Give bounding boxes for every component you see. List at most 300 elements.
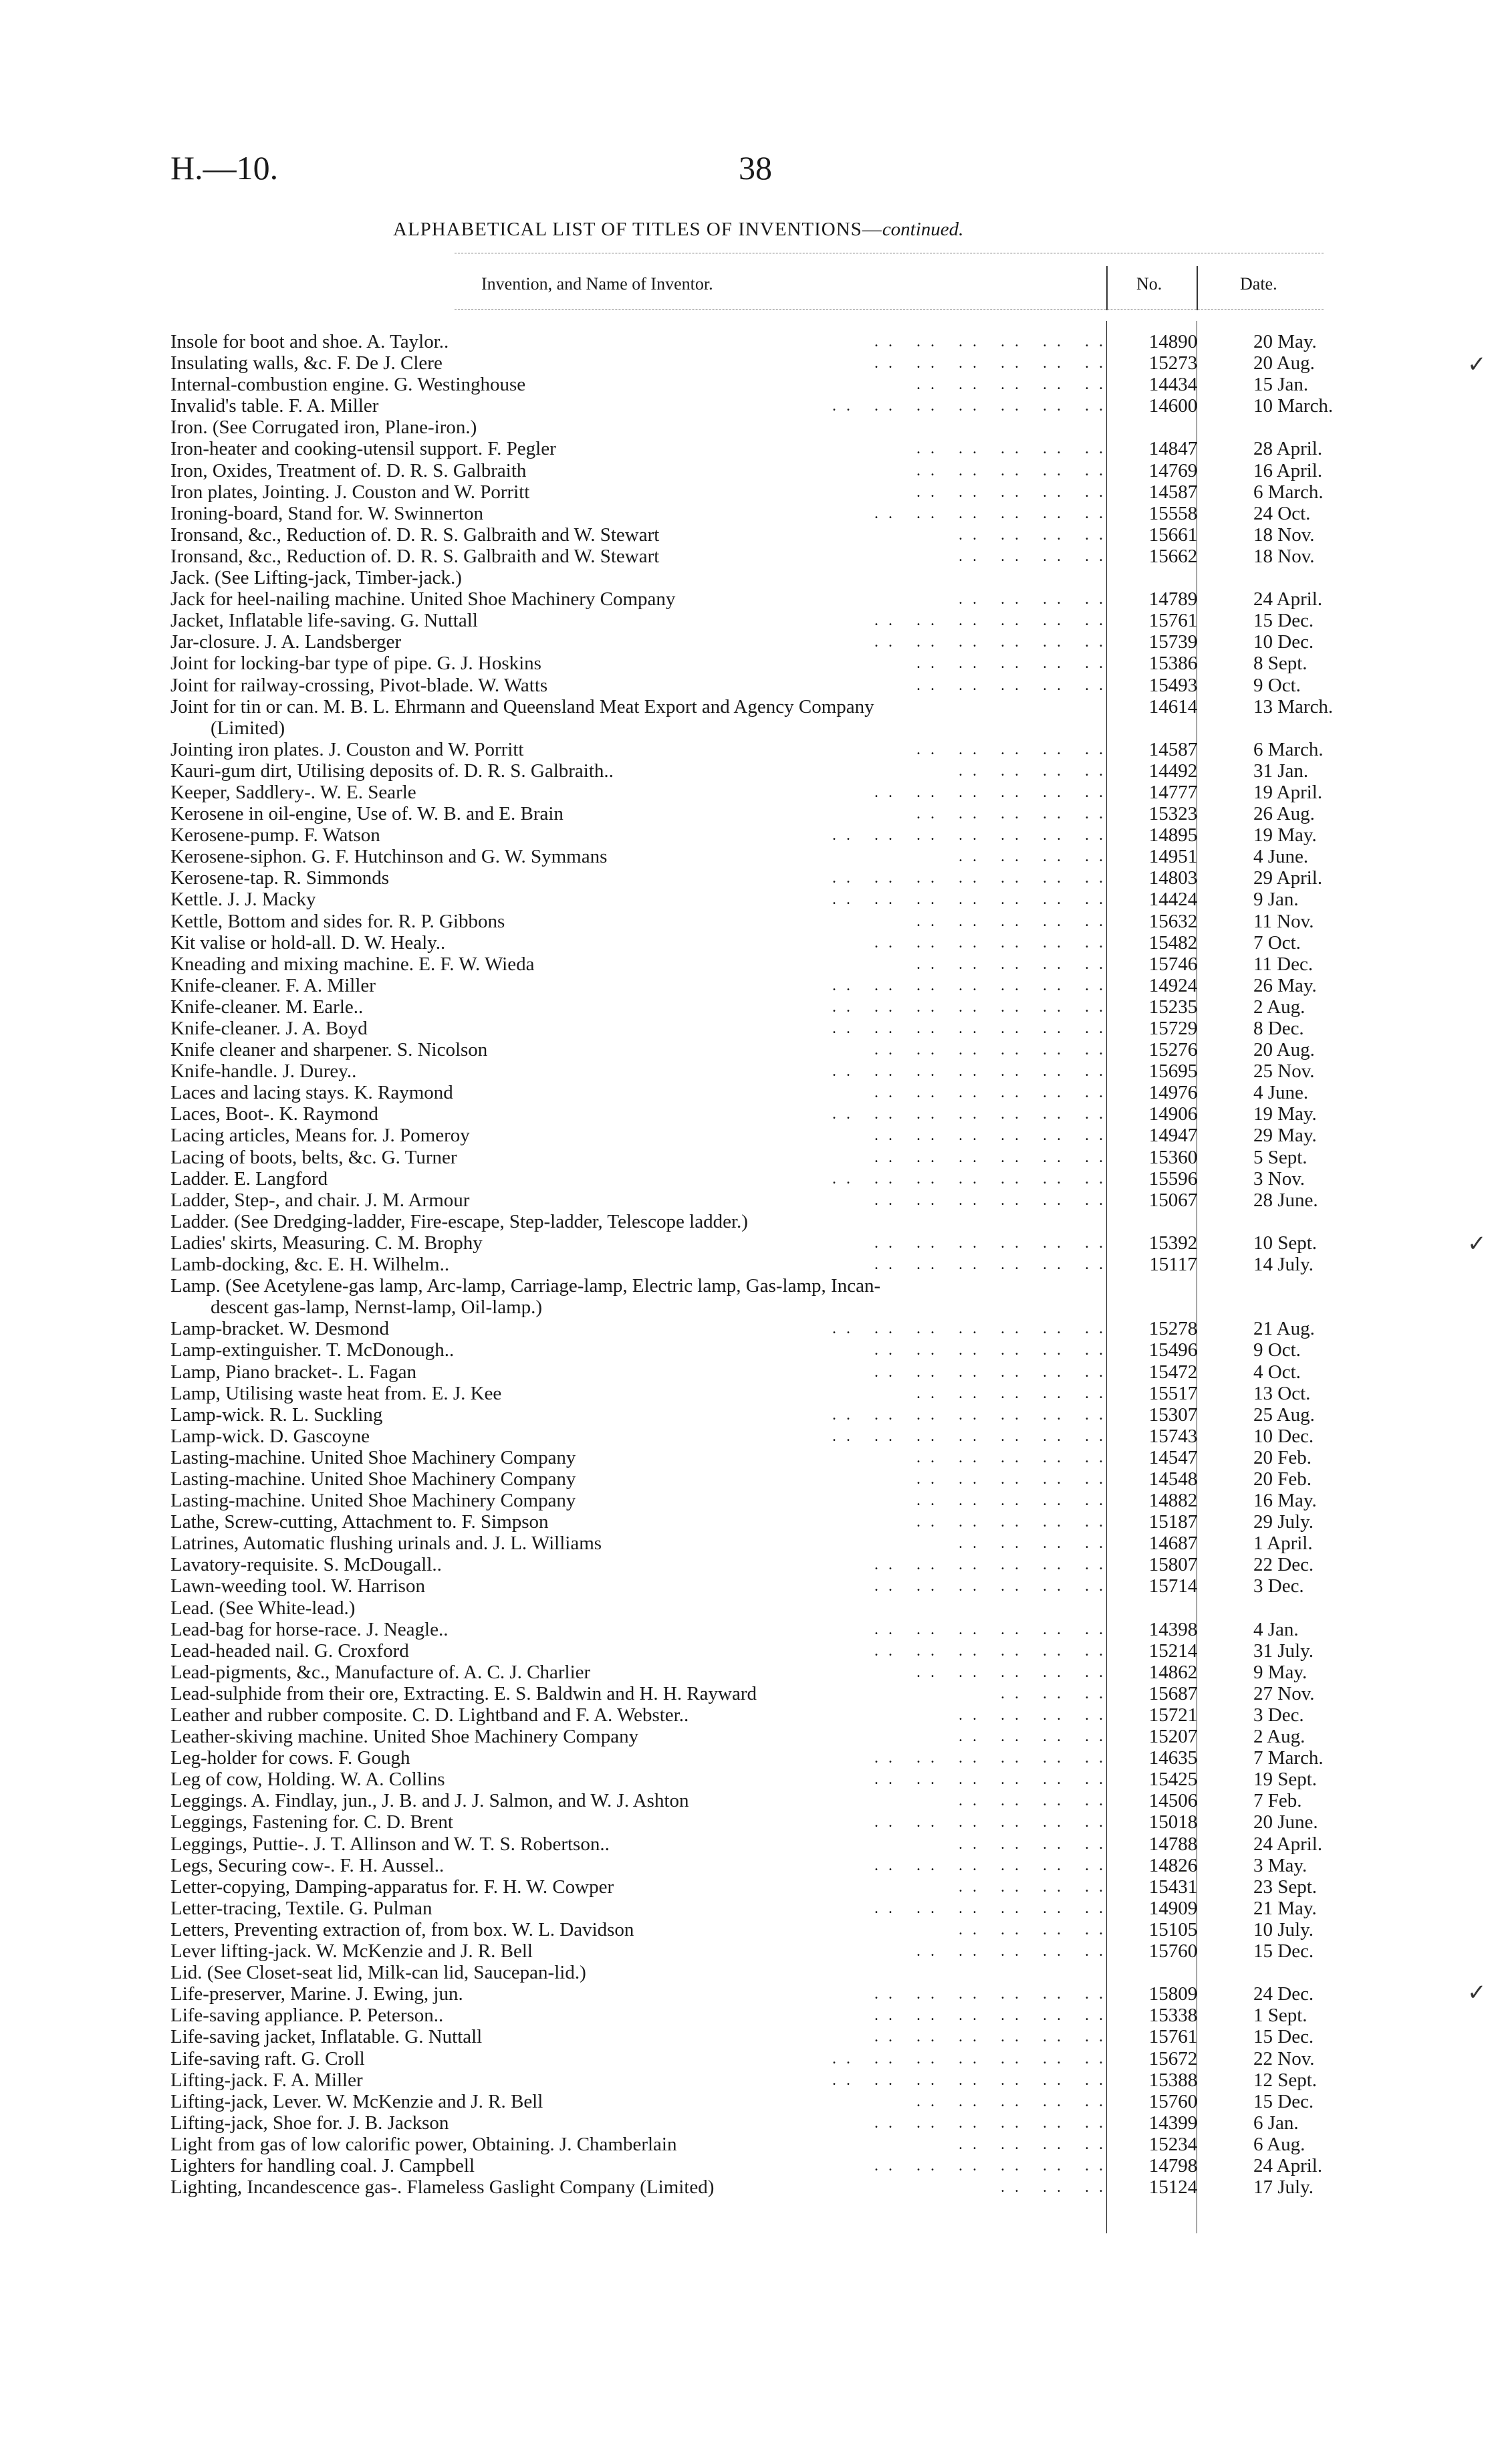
leader-dots: .. .. .. .. .. [916,1513,1113,1531]
list-item [170,1190,1334,1211]
list-item [170,1297,1334,1318]
patent-date: 10 Sept. [1253,1232,1318,1254]
list-item [170,739,1334,760]
leader-dots: .. .. .. .. .. .. .. [832,2071,1113,2089]
leader-dots: .. .. .. .. .. .. [874,1148,1113,1166]
leader-dots: .. .. .. .. .. .. [874,504,1113,522]
invention-title: Ladder. E. Langford [170,1167,328,1190]
leader-dots: .. .. .. .. .. .. [874,612,1113,630]
list-item [170,1490,1334,1511]
invention-title: Lasting-machine. United Shoe Machinery Company [170,1490,576,1512]
invention-title: Lamp-bracket. W. Desmond [170,1318,389,1340]
invention-title: Lasting-machine. United Shoe Machinery Company [170,1468,576,1490]
invention-title: Letters, Preventing extraction of, from box. W. L. Davidson [170,1918,634,1940]
patent-date: 19 Sept. [1253,1769,1318,1791]
invention-title: Kerosene-pump. F. Watson [170,824,380,847]
patent-number: 15517 [1148,1382,1198,1404]
patent-date: 6 Jan. [1253,2112,1299,2134]
column-divider [1197,266,1198,310]
list-item [170,2134,1334,2155]
patent-date: 24 April. [1253,2154,1323,2176]
leader-dots: .. .. .. .. .. .. .. [832,1320,1113,1338]
list-item [170,588,1334,610]
list-item [170,1983,1334,2005]
patent-date: 22 Dec. [1253,1554,1314,1576]
invention-title: Kauri-gum dirt, Utilising deposits of. D. R. S. Galbraith.. [170,760,614,782]
patent-number: 14506 [1148,1790,1198,1812]
invention-title: Lamp, Piano bracket-. L. Fagan [170,1361,417,1383]
patent-date: 24 Dec. [1253,1983,1314,2005]
invention-title: Lathe, Screw-cutting, Attachment to. F. Simpson [170,1511,549,1533]
list-item [170,1361,1334,1383]
invention-title: Knife-cleaner. M. Earle.. [170,996,364,1018]
title-continued: continued. [882,219,964,240]
page-title [393,219,963,241]
patent-date: 10 March. [1253,395,1334,417]
list-item [170,1683,1334,1704]
invention-title: Iron. (See Corrugated iron, Plane-iron.) [170,417,477,439]
leader-dots: .. .. .. .. .. .. .. [832,1105,1113,1123]
leader-dots: .. .. .. .. [959,848,1113,866]
leader-dots: .. .. .. .. .. .. [874,1256,1113,1274]
leader-dots: .. .. .. .. .. .. .. [832,826,1113,845]
invention-title: Lever lifting-jack. W. McKenzie and J. R. Bell [170,1940,533,1963]
leader-dots: .. .. .. .. .. .. [874,2114,1113,2132]
document-code: H.—10. [170,149,279,187]
invention-title: Joint for tin or can. M. B. L. Ehrmann and Queensland Meat Export and Agency Company [170,695,874,717]
leader-dots: .. .. .. .. .. .. [874,2156,1113,2174]
patent-number: 14862 [1148,1661,1198,1683]
list-item [170,417,1334,438]
patent-date: 4 Oct. [1253,1361,1301,1383]
list-item [170,1790,1334,1811]
patent-date: 14 July. [1253,1254,1314,1276]
list-item [170,1619,1334,1640]
leader-dots: .. .. .. .. [959,1878,1113,1896]
column-header-invention: Invention, and Name of Inventor. [481,274,713,294]
leader-dots: .. .. .. .. .. .. .. [832,1062,1113,1081]
patent-number: 14909 [1148,1897,1198,1919]
patent-date: 29 May. [1253,1125,1317,1147]
invention-title: Lid. (See Closet-seat lid, Milk-can lid, Saucepan-lid.) [170,1962,586,1984]
patent-number: 15661 [1148,524,1198,546]
leader-dots: .. .. .. .. .. [916,1384,1113,1402]
invention-title: Kneading and mixing machine. E. F. W. Wieda [170,953,535,975]
list-item [170,1597,1334,1619]
margin-mark: ✓ [1467,1232,1487,1256]
invention-title: Lawn-weeding tool. W. Harrison [170,1575,425,1597]
list-item [170,2176,1334,2198]
patent-number: 14882 [1148,1490,1198,1512]
patent-date: 26 May. [1253,974,1317,996]
list-item [170,954,1334,975]
list-item [170,524,1334,546]
invention-title: Iron plates, Jointing. J. Couston and W. Porritt [170,481,530,503]
patent-date: 9 Oct. [1253,1339,1301,1361]
list-item [170,1769,1334,1790]
list-item [170,2005,1334,2026]
patent-number: 14951 [1148,846,1198,868]
invention-title: Lead-sulphide from their ore, Extracting. E. S. Baldwin and H. H. Rayward [170,1682,757,1704]
patent-number: 15558 [1148,502,1198,524]
patent-date: 27 Nov. [1253,1682,1315,1704]
patent-number: 14587 [1148,738,1198,760]
patent-date: 19 April. [1253,781,1323,803]
patent-number: 15695 [1148,1060,1198,1083]
patent-number: 14803 [1148,867,1198,889]
invention-title: Kerosene-siphon. G. F. Hutchinson and G. W. Symmans [170,846,608,868]
leader-dots: .. .. .. .. .. [916,2092,1113,2110]
invention-title: Lamb-docking, &c. E. H. Wilhelm.. [170,1254,450,1276]
list-item [170,1103,1334,1125]
leader-dots: .. .. .. [1001,1684,1113,1702]
invention-title: Ladder, Step-, and chair. J. M. Armour [170,1189,470,1211]
patent-date: 19 May. [1253,1103,1317,1125]
list-item [170,717,1334,739]
list-item [170,760,1334,782]
list-item [170,911,1334,932]
patent-number: 15392 [1148,1232,1198,1254]
patent-number: 14399 [1148,2112,1198,2134]
patent-number: 15746 [1148,953,1198,975]
list-item [170,932,1334,954]
patent-date: 13 March. [1253,695,1334,717]
list-item [170,1855,1334,1876]
patent-date: 20 June. [1253,1811,1318,1833]
patent-number: 14492 [1148,760,1198,782]
patent-number: 14424 [1148,889,1198,911]
leader-dots: .. .. .. .. .. .. [874,1813,1113,1831]
leader-dots: .. .. .. .. .. [916,676,1113,694]
patent-number: 15307 [1148,1404,1198,1426]
invention-title: Joint for railway-crossing, Pivot-blade. W. Watts [170,674,548,696]
patent-number: 15278 [1148,1318,1198,1340]
leader-dots: .. .. .. .. [959,1792,1113,1810]
patent-date: 20 Feb. [1253,1468,1312,1490]
invention-title: Joint for locking-bar type of pipe. G. J. Hoskins [170,653,541,675]
invention-title: Life-saving raft. G. Croll [170,2047,365,2069]
list-item [170,1747,1334,1769]
list-item [170,460,1334,481]
leader-dots: .. .. .. .. .. [916,483,1113,501]
leader-dots: .. .. .. .. .. .. [874,2028,1113,2046]
patent-date: 3 Nov. [1253,1167,1306,1190]
list-item [170,567,1334,588]
leader-dots: .. .. .. .. [959,1535,1113,1553]
leader-dots: .. .. .. .. [959,762,1113,780]
invention-title: Lacing of boots, belts, &c. G. Turner [170,1146,457,1168]
margin-mark: ✓ [1467,352,1487,377]
patent-number: 15276 [1148,1039,1198,1061]
list-item [170,1575,1334,1597]
list-item [170,975,1334,996]
invention-title: Latrines, Automatic flushing urinals and. J. L. Williams [170,1533,602,1555]
list-item [170,2155,1334,2176]
patent-date: 15 Dec. [1253,2090,1314,2112]
list-item [170,824,1334,846]
leader-dots: .. .. .. .. .. .. [874,783,1113,801]
invention-title: Lavatory-requisite. S. McDougall.. [170,1554,442,1576]
list-item [170,1811,1334,1833]
patent-number: 15632 [1148,910,1198,932]
invention-title: Laces and lacing stays. K. Raymond [170,1082,453,1104]
header-rule [455,309,1324,310]
patent-date: 15 Dec. [1253,2026,1314,2048]
invention-title: Lead-bag for horse-race. J. Neagle.. [170,1618,449,1640]
leader-dots: .. .. .. .. .. .. [874,1771,1113,1789]
patent-number: 15388 [1148,2069,1198,2091]
patent-date: 29 April. [1253,867,1323,889]
patent-date: 20 Aug. [1253,1039,1315,1061]
patent-number: 15761 [1148,2026,1198,2048]
patent-number: 14635 [1148,1747,1198,1769]
list-item [170,438,1334,459]
leader-dots: .. .. .. .. .. .. [874,354,1113,372]
list-item [170,1468,1334,1490]
leader-dots: .. .. .. .. .. [916,912,1113,930]
invention-title: Jack for heel-nailing machine. United Shoe Machinery Company [170,588,676,610]
patent-number: 15493 [1148,674,1198,696]
list-item [170,846,1334,867]
list-item [170,653,1334,674]
leader-dots: .. .. .. .. .. [916,1942,1113,1961]
patent-date: 1 April. [1253,1533,1313,1555]
patent-number: 15743 [1148,1425,1198,1447]
list-item [170,782,1334,803]
patent-number: 14890 [1148,331,1198,352]
invention-title: Leggings. A. Findlay, jun., J. B. and J. J. Salmon, and W. J. Ashton [170,1790,689,1812]
invention-title: (Limited) [211,717,285,739]
leader-dots: .. .. .. .. .. .. [874,1341,1113,1359]
invention-title: Life-saving jacket, Inflatable. G. Nuttall [170,2026,483,2048]
list-item [170,1404,1334,1426]
invention-title: Ironsand, &c., Reduction of. D. R. S. Galbraith and W. Stewart [170,524,660,546]
patent-date: 3 Dec. [1253,1575,1304,1597]
patent-number: 15596 [1148,1167,1198,1190]
patent-number: 15687 [1148,1682,1198,1704]
list-item [170,1082,1334,1103]
patent-number: 14548 [1148,1468,1198,1490]
patent-date: 10 July. [1253,1918,1314,1940]
patent-date: 21 Aug. [1253,1318,1315,1340]
invention-title: Letter-tracing, Textile. G. Pulman [170,1897,432,1919]
patent-date: 9 May. [1253,1661,1308,1683]
patent-number: 15739 [1148,631,1198,653]
list-item [170,2048,1334,2069]
leader-dots: .. .. .. .. .. [916,740,1113,758]
list-item [170,867,1334,889]
leader-dots: .. .. .. .. .. .. [874,1749,1113,1767]
patent-date: 11 Dec. [1253,953,1314,975]
patent-date: 29 July. [1253,1511,1314,1533]
invention-title: Ironing-board, Stand for. W. Swinnerton [170,502,483,524]
patent-number: 15323 [1148,803,1198,825]
patent-date: 6 Aug. [1253,2133,1306,2155]
patent-number: 14687 [1148,1533,1198,1555]
invention-title: Leg-holder for cows. F. Gough [170,1747,410,1769]
invention-title: Kettle. J. J. Macky [170,889,316,911]
column-header-no: No. [1136,274,1162,294]
leader-dots: .. .. .. .. .. .. .. [832,2049,1113,2067]
list-item [170,1339,1334,1361]
patent-date: 18 Nov. [1253,524,1315,546]
patent-number: 15729 [1148,1018,1198,1039]
invention-title: Knife-cleaner. J. A. Boyd [170,1018,368,1039]
leader-dots: .. .. .. [1001,2178,1113,2197]
patent-number: 15761 [1148,610,1198,632]
patent-number: 14600 [1148,395,1198,417]
patent-number: 14587 [1148,481,1198,503]
leader-dots: .. .. .. .. [959,1920,1113,1938]
patent-date: 6 March. [1253,738,1324,760]
patent-number: 14947 [1148,1125,1198,1147]
invention-title: Kit valise or hold-all. D. W. Healy.. [170,931,446,954]
leader-dots: .. .. .. .. .. .. [874,633,1113,651]
list-item [170,1232,1334,1254]
patent-date: 3 May. [1253,1854,1308,1876]
patent-date: 16 May. [1253,1490,1317,1512]
patent-date: 28 June. [1253,1189,1318,1211]
list-item [170,1554,1334,1575]
patent-number: 14777 [1148,781,1198,803]
invention-title: Ladder. (See Dredging-ladder, Fire-escape, Step-ladder, Telescope ladder.) [170,1210,748,1232]
invention-title: Ladies' skirts, Measuring. C. M. Brophy [170,1232,483,1254]
patent-number: 15234 [1148,2133,1198,2155]
leader-dots: .. .. .. .. .. [916,955,1113,973]
invention-title: Lead-headed nail. G. Croxford [170,1640,409,1662]
patent-number: 15714 [1148,1575,1198,1597]
list-item [170,1962,1334,1983]
list-item [170,1533,1334,1554]
list-item [170,1640,1334,1662]
patent-number: 14826 [1148,1854,1198,1876]
patent-date: 31 Jan. [1253,760,1309,782]
invention-title: Kerosene in oil-engine, Use of. W. B. and E. Brain [170,803,564,825]
patent-number: 15018 [1148,1811,1198,1833]
patent-number: 15807 [1148,1554,1198,1576]
list-item [170,546,1334,567]
patent-date: 15 Jan. [1253,374,1309,396]
invention-title: Insole for boot and shoe. A. Taylor.. [170,331,449,352]
list-item [170,996,1334,1018]
invention-title: Lifting-jack, Lever. W. McKenzie and J. R. Bell [170,2090,543,2112]
page-number: 38 [739,149,772,187]
patent-number: 15672 [1148,2047,1198,2069]
patent-date: 24 Oct. [1253,502,1311,524]
list-item [170,1940,1334,1962]
patent-date: 4 June. [1253,846,1309,868]
invention-title: Laces, Boot-. K. Raymond [170,1103,378,1125]
patent-number: 15496 [1148,1339,1198,1361]
patent-number: 15235 [1148,996,1198,1018]
patent-number: 14906 [1148,1103,1198,1125]
leader-dots: .. .. .. .. .. .. [874,1899,1113,1917]
list-item [170,1039,1334,1060]
invention-title: Jack. (See Lifting-jack, Timber-jack.) [170,567,462,589]
leader-dots: .. .. .. .. [959,590,1113,608]
invention-title: Lamp-wick. R. L. Suckling [170,1404,383,1426]
list-item [170,1211,1334,1232]
patent-date: 10 Dec. [1253,631,1314,653]
leader-dots: .. .. .. .. [959,526,1113,544]
leader-dots: .. .. .. .. .. .. [874,1856,1113,1874]
patent-date: 20 Aug. [1253,352,1315,374]
leader-dots: .. .. .. .. .. .. [874,1084,1113,1102]
patent-date: 6 March. [1253,481,1324,503]
patent-date: 18 Nov. [1253,545,1315,567]
invention-title: Life-saving appliance. P. Peterson.. [170,2005,444,2027]
invention-title: Insulating walls, &c. F. De J. Clere [170,352,443,374]
leader-dots: .. .. .. .. .. [916,1492,1113,1510]
title-main: ALPHABETICAL LIST OF TITLES OF INVENTIONS— [393,219,882,240]
leader-dots: .. .. .. .. .. .. [874,1985,1113,2003]
patent-number: 15386 [1148,653,1198,675]
leader-dots: .. .. .. .. .. .. [874,1556,1113,1574]
list-item [170,1426,1334,1447]
patent-number: 15431 [1148,1876,1198,1898]
list-item [170,1318,1334,1339]
leader-dots: .. .. .. .. [959,2135,1113,2153]
patent-date: 24 April. [1253,1833,1323,1855]
invention-title: Lighting, Incandescence gas-. Flameless Gaslight Company (Limited) [170,2176,715,2199]
leader-dots: .. .. .. .. .. [916,805,1113,823]
patent-date: 13 Oct. [1253,1382,1311,1404]
leader-dots: .. .. .. .. [959,1835,1113,1853]
leader-dots: .. .. .. .. .. .. .. [832,891,1113,909]
patent-date: 16 April. [1253,459,1323,481]
column-divider [1106,266,1108,310]
leader-dots: .. .. .. .. .. .. [874,1642,1113,1660]
patent-number: 14547 [1148,1446,1198,1468]
invention-title: Knife-handle. J. Durey.. [170,1060,357,1083]
leader-dots: .. .. .. .. .. .. [874,333,1113,350]
patent-number: 15117 [1149,1254,1197,1276]
list-item [170,1275,1334,1297]
patent-date: 25 Aug. [1253,1404,1315,1426]
leader-dots: .. .. .. .. .. .. [874,1191,1113,1209]
list-item [170,1662,1334,1683]
patent-number: 15338 [1148,2005,1198,2027]
invention-title: descent gas-lamp, Nernst-lamp, Oil-lamp.) [211,1297,543,1319]
patent-number: 14847 [1148,438,1198,460]
leader-dots: .. .. .. .. .. [916,655,1113,673]
list-item [170,610,1334,631]
patent-date: 21 May. [1253,1897,1317,1919]
list-item [170,2026,1334,2047]
invention-title: Lead. (See White-lead.) [170,1597,356,1619]
invention-title: Lamp. (See Acetylene-gas lamp, Arc-lamp, Carriage-lamp, Electric lamp, Gas-lamp, Incan- [170,1275,881,1297]
leader-dots: .. .. .. .. [959,1728,1113,1746]
list-item [170,2069,1334,2091]
patent-date: 22 Nov. [1253,2047,1315,2069]
patent-date: 12 Sept. [1253,2069,1318,2091]
invention-title: Lead-pigments, &c., Manufacture of. A. C. J. Charlier [170,1661,591,1683]
invention-title: Leather and rubber composite. C. D. Lightband and F. A. Webster.. [170,1704,689,1726]
list-item [170,1876,1334,1898]
leader-dots: .. .. .. .. .. [916,376,1113,394]
leader-dots: .. .. .. .. [959,1706,1113,1724]
list-item [170,675,1334,696]
patent-number: 15105 [1148,1918,1198,1940]
patent-date: 31 July. [1253,1640,1314,1662]
patent-date: 20 May. [1253,331,1317,352]
list-item [170,395,1334,417]
invention-title: Knife-cleaner. F. A. Miller [170,974,376,996]
leader-dots: .. .. .. .. .. .. [874,1041,1113,1059]
list-item [170,696,1334,717]
invention-title: Lamp, Utilising waste heat from. E. J. Kee [170,1382,502,1404]
patent-date: 3 Dec. [1253,1704,1304,1726]
